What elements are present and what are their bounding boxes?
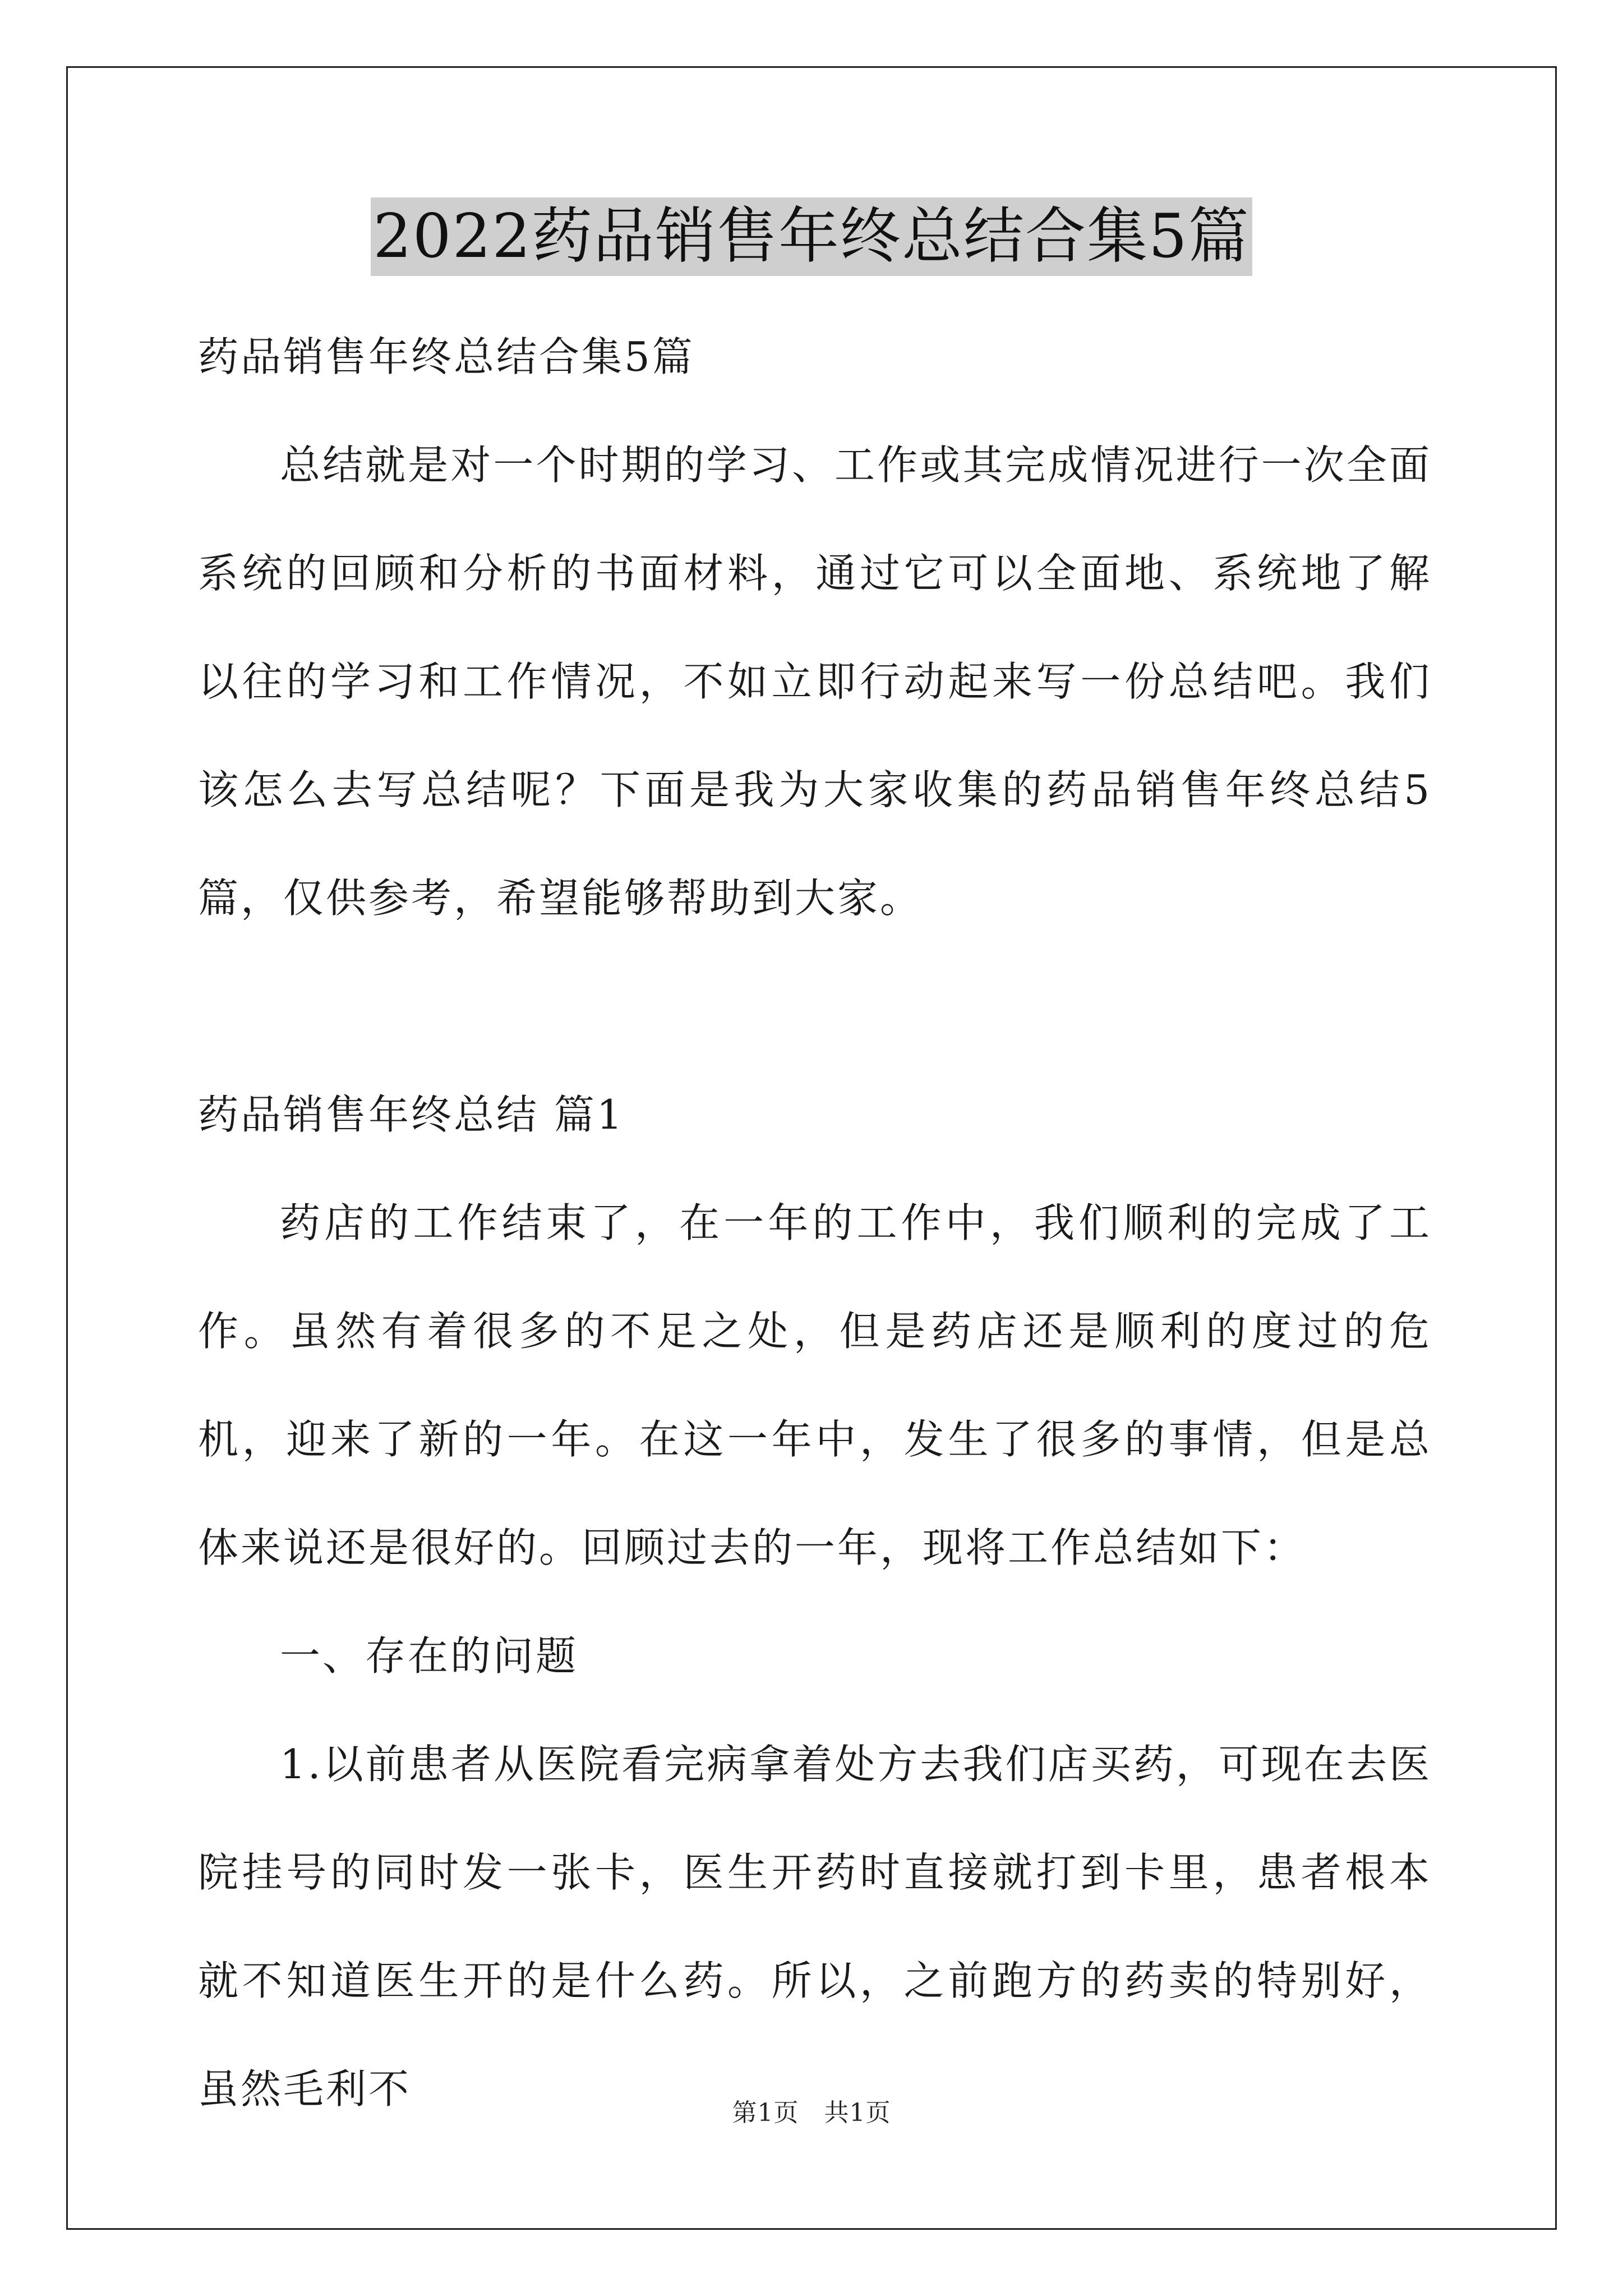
section-heading: 药品销售年终总结 篇1 bbox=[198, 1091, 625, 1138]
section-paragraph: 药店的工作结束了，在一年的工作中，我们顺利的完成了工作。虽然有着很多的不足之处，但是药店还是顺利的度过的危机，迎来了新的一年。在这一年中，发生了很多的事情，但是总体来说还是很好的。回顾过去的一年，现将工作总结如下： bbox=[198, 1199, 1432, 1571]
problem-item: 1.以前患者从医院看完病拿着处方去我们店买药，可现在去医院挂号的同时发一张卡，医生开药时直接就打到卡里，患者根本就不知道医生开的是什么药。所以，之前跑方的药卖的特别好，虽然毛利不 bbox=[198, 1741, 1432, 2113]
page-footer: 第1页 共1页 bbox=[732, 2099, 891, 2127]
problems-heading: 一、存在的问题 bbox=[280, 1632, 579, 1680]
document-body bbox=[198, 303, 1432, 2143]
document-title: 2022药品销售年终总结合集5篇 bbox=[371, 197, 1252, 276]
section-spacer bbox=[198, 953, 1432, 1061]
title-wrap bbox=[0, 197, 1623, 276]
intro-paragraph: 总结就是对一个时期的学习、工作或其完成情况进行一次全面系统的回顾和分析的书面材料，通过它可以全面地、系统地了解以往的学习和工作情况，不如立即行动起来写一份总结吧。我们该怎么去写总结呢？下面是我为大家收集的药品销售年终总结5篇，仅供参考，希望能够帮助到大家。 bbox=[198, 441, 1432, 922]
document-subtitle: 药品销售年终总结合集5篇 bbox=[198, 333, 695, 380]
